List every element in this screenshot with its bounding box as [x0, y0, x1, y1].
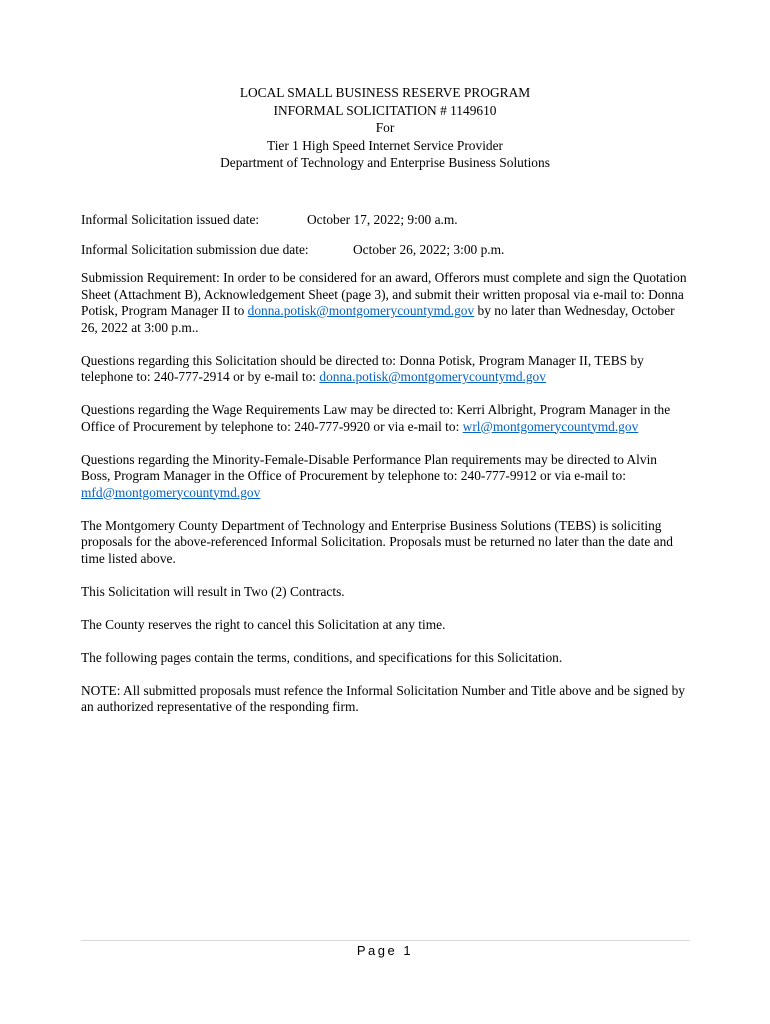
issued-date-label: Informal Solicitation issued date:	[81, 212, 260, 227]
submission-text: Submission Requirement: In order to be considered for an award, Offerors must complete and sign the Quotation Sheet (Attachment B), Acknowledgement Sheet (page 3), and submit their written proposal via e-mail to: Donna Potisk, Program Manager II to	[81, 270, 687, 318]
questions-solicitation-email-link[interactable]: donna.potisk@montgomerycountymd.gov	[319, 369, 546, 384]
submission-email-link[interactable]: donna.potisk@montgomerycountymd.gov	[247, 303, 475, 318]
program-title: LOCAL SMALL BUSINESS RESERVE PROGRAM	[239, 85, 531, 100]
department-name: Department of Technology and Enterprise Business Solutions	[220, 155, 550, 170]
solicitation-dates	[81, 212, 691, 259]
questions-mfd-email-link[interactable]: mfd@montgomerycountymd.gov	[81, 484, 261, 500]
contracts-paragraph: This Solicitation will result in Two (2) Contracts.	[81, 583, 345, 599]
issued-date-row	[81, 212, 691, 229]
due-date-value: October 26, 2022; 3:00 p.m.	[353, 242, 505, 257]
submission-requirement-paragraph	[81, 270, 688, 336]
questions-wage-email-link[interactable]: wrl@montgomerycountymd.gov	[462, 418, 639, 434]
footer-divider	[81, 940, 690, 941]
questions-solicitation-paragraph	[81, 353, 688, 386]
issued-date-value: October 17, 2022; 9:00 a.m.	[307, 212, 458, 227]
document-header	[0, 84, 770, 172]
cancel-paragraph: The County reserves the right to cancel this Solicitation at any time.	[81, 616, 446, 632]
questions-mfd-paragraph	[81, 452, 688, 502]
due-date-label: Informal Solicitation submission due date:	[81, 242, 309, 257]
document-body	[81, 270, 688, 732]
solicitation-number: INFORMAL SOLICITATION # 1149610	[273, 102, 497, 118]
due-date-row	[81, 242, 691, 259]
questions-wage-paragraph	[81, 402, 688, 435]
questions-solicitation-text: Questions regarding this Solicitation should be directed to: Donna Potisk, Program Manager II, TEBS by telephone to: 240-777-2914 or by e-mail to:	[81, 352, 644, 384]
header-for: For	[375, 120, 395, 135]
questions-mfd-text: Questions regarding the Minority-Female-Disable Performance Plan requirements may be directed to Alvin Boss, Program Manager in the Office of Procurement by telephone to: 240-777-9912 or via e-mail to:	[81, 451, 658, 483]
questions-wage-text: Questions regarding the Wage Requirements Law may be directed to: Kerri Albright, Program Manager in the Office of Procurement by telephone to: 240-777-9920 or via e-mail to:	[81, 402, 671, 434]
submission-text-end: by no later than Wednesday, October 26, 2022 at 3:00 p.m..	[81, 303, 675, 335]
note-paragraph: NOTE: All submitted proposals must refence the Informal Solicitation Number and Title above and be signed by an authorized representative of the responding firm.	[81, 682, 685, 714]
solicitation-title: Tier 1 High Speed Internet Service Provider	[266, 137, 504, 153]
tebs-paragraph: The Montgomery County Department of Technology and Enterprise Business Solutions (TEBS) is soliciting proposals for the above-referenced Informal Solicitation. Proposals must be returned no later than the date and time listed above.	[81, 517, 673, 566]
following-pages-paragraph: The following pages contain the terms, conditions, and specifications for this Solicitation.	[81, 649, 563, 665]
page-number: Page 1	[356, 943, 414, 958]
